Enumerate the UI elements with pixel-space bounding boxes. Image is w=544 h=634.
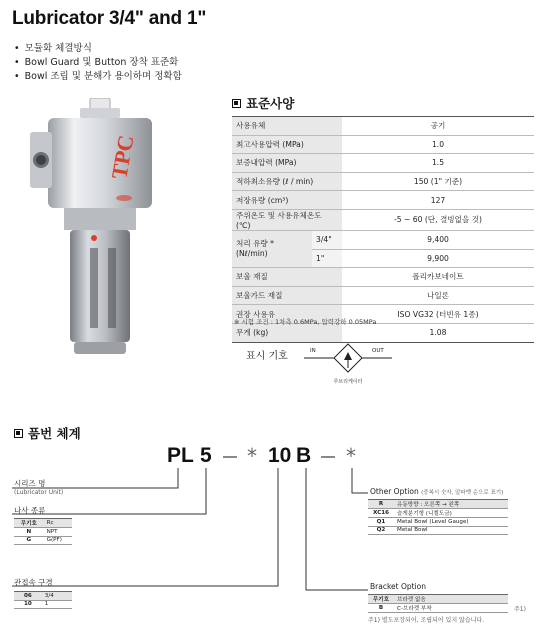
table-row: XC16 슬게분기형 (니켈도금) [368,509,508,518]
table-row: 보증내압력 (MPa) 1.5 [232,154,534,173]
spec-table [232,116,534,343]
bracket-footnote: 주1) 별도포장되어, 조립되어 있지 않습니다. [368,617,485,624]
other-option-label: Other Option (중복시 숫자, 알파벳 순으로 표기) [370,487,504,496]
symbol-in-label: IN [310,348,316,354]
table-row: 저장유량 (cm³) 127 [232,191,534,210]
table-row: 10 1 [14,600,72,609]
table-row: 사용유체 공기 [232,117,534,136]
table-row: G G(PF) [14,536,72,545]
feature-item: • Bowl 조립 및 분해가 용이하며 정확함 [14,70,182,84]
code-dash [223,456,237,458]
table-row: 처리 유량 * (Nℓ/min) 3/4" 9,400 [232,230,534,249]
code-other-option: * [346,444,356,468]
product-image [28,98,178,358]
table-row: 무기호 브라켓 없음 [368,595,508,604]
bracket-footnote-mark: 주1) [514,606,526,613]
bracket-option-table [368,594,508,613]
table-row: 최고사용압력 (MPa) 1.0 [232,135,534,154]
other-option-table [368,499,508,535]
page-title: Lubricator 3/4" and 1" [12,8,207,29]
table-row: 무기호 Rc [14,519,72,528]
thread-label: 나사 종류 [14,506,46,515]
table-row: 적하최소유량 (ℓ / min) 150 (1" 기준) [232,172,534,191]
code-dash [321,456,335,458]
symbol-out-label: OUT [372,348,384,354]
feature-list [14,42,182,84]
series-label: 시리즈 명 [14,479,46,488]
section-marker-icon [14,429,23,438]
spec-note: ※ 시험 조건 : 1차측 0.6MPa, 압력강하 0.05MPa [234,318,377,326]
feature-item: • 모듈화 체결방식 [14,42,182,56]
table-row: Q2 Metal Bowl [368,526,508,535]
thread-table [14,518,72,545]
code-thread-option: * [247,444,257,468]
table-row: N NPT [14,528,72,537]
symbol-caption: 루브리케이터 [333,379,363,385]
table-row: 1" 9,900 [232,249,534,268]
code-bracket: B [296,444,312,467]
table-row: 보울 재질 폴리카보네이트 [232,268,534,287]
table-row: 보울가드 재질 나일론 [232,286,534,305]
series-sub: (Lubricator Unit) [14,489,64,496]
table-row: 권장 사용유 ISO VG32 (터빈유 1종) [232,305,534,324]
code-port-size: 10 [268,444,292,467]
table-row: 주위온도 및 사용유체온도 (℃) -5 ~ 60 (단, 결빙없을 것) [232,209,534,230]
code-thread: 5 [200,444,212,467]
brand-logo: TPC [106,133,139,181]
lubricator-symbol-icon [298,340,398,388]
spec-heading: 표준사양 [232,94,294,112]
table-row: 06 3/4 [14,592,72,601]
symbol-label: 표시 기호 [246,351,288,362]
table-row: Q1 Metal Bowl (Level Gauge) [368,518,508,527]
bracket-option-label: Bracket Option [370,582,426,591]
section-marker-icon [232,99,241,108]
table-row: 무게 (kg) 1.08 [232,323,534,342]
port-label: 관접속 구경 [14,578,53,587]
ordering-heading: 품번 체계 [14,424,81,442]
code-series: PL [167,444,194,467]
table-row: B C-브라켓 부착 [368,604,508,613]
feature-item: • Bowl Guard 및 Button 장착 표준화 [14,56,182,70]
port-table [14,591,72,609]
table-row: R 유동방향 : 오른쪽 → 왼쪽 [368,500,508,509]
